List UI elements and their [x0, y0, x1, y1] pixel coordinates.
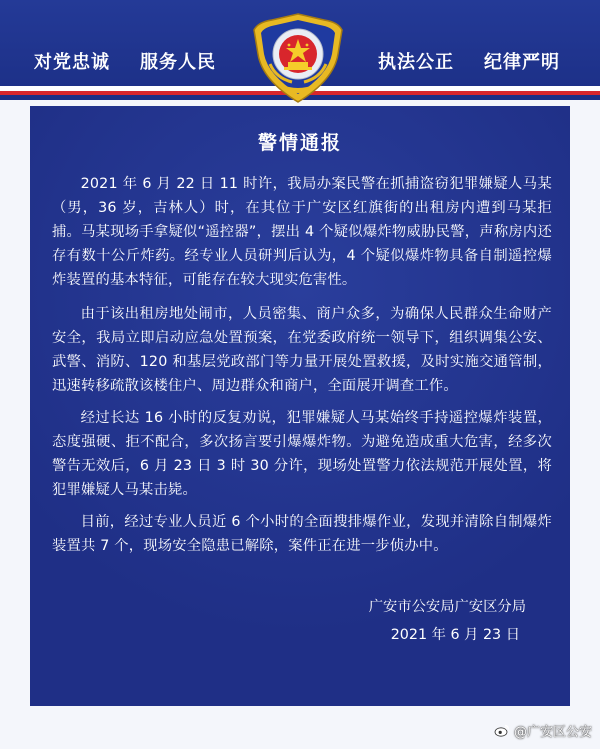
signature-organization: 广安市公安局广安区分局 — [368, 599, 526, 615]
slogan-strict-discipline: 纪律严明 — [484, 52, 560, 73]
weibo-watermark — [494, 718, 592, 742]
watermark-handle: @广安区公安 — [513, 724, 592, 740]
notice-paragraph-1: 2021 年 6 月 22 日 11 时许，我局办案民警在抓捕盗窃犯罪嫌疑人马某（男，36 岁，吉林人）时，在其位于广安区红旗街的出租房内遭到马某拒捕。马某现场手拿疑似“遥控器”，摆出 4 个疑似爆炸物威胁民警，声称房内还存有数十公斤炸药。经专业人员研判后认为，4 个疑似爆炸物具备自制遥控爆炸装置的基本特征，可能存在较大现实危害性。 — [52, 176, 552, 288]
slogan-serve-people: 服务人民 — [140, 52, 216, 73]
notice-paragraph-3: 经过长达 16 小时的反复劝说，犯罪嫌疑人马某始终手持遥控爆炸装置，态度强硬、拒不配合，多次扬言要引爆爆炸物。为避免造成重大危害，经多次警告无效后，6 月 23 日 3 时 30 分许，现场处置警力依法规范开展处置，将犯罪嫌疑人马某击毙。 — [52, 410, 552, 498]
signature-date: 2021 年 6 月 23 日 — [390, 627, 520, 643]
police-badge-icon — [246, 12, 350, 106]
notice-panel — [30, 106, 570, 706]
weibo-icon — [494, 722, 510, 738]
notice-title: 警情通报 — [257, 132, 342, 154]
slogan-loyalty: 对党忠诚 — [34, 52, 110, 73]
slogan-fair-law: 执法公正 — [378, 52, 454, 73]
notice-paragraph-4: 目前，经过专业人员近 6 个小时的全面搜排爆作业，发现并清除自制爆炸装置共 7 个，现场安全隐患已解除，案件正在进一步侦办中。 — [52, 514, 552, 554]
notice-paragraph-2: 由于该出租房地处闹市，人员密集、商户众多，为确保人民群众生命财产安全，我局立即启动应急处置预案，在党委政府统一领导下，组织调集公安、武警、消防、120 和基层党政部门等力量开展处置救援，及时实施交通管制，迅速转移疏散该楼住户、周边群众和商户，全面展开调查工作。 — [52, 306, 552, 394]
